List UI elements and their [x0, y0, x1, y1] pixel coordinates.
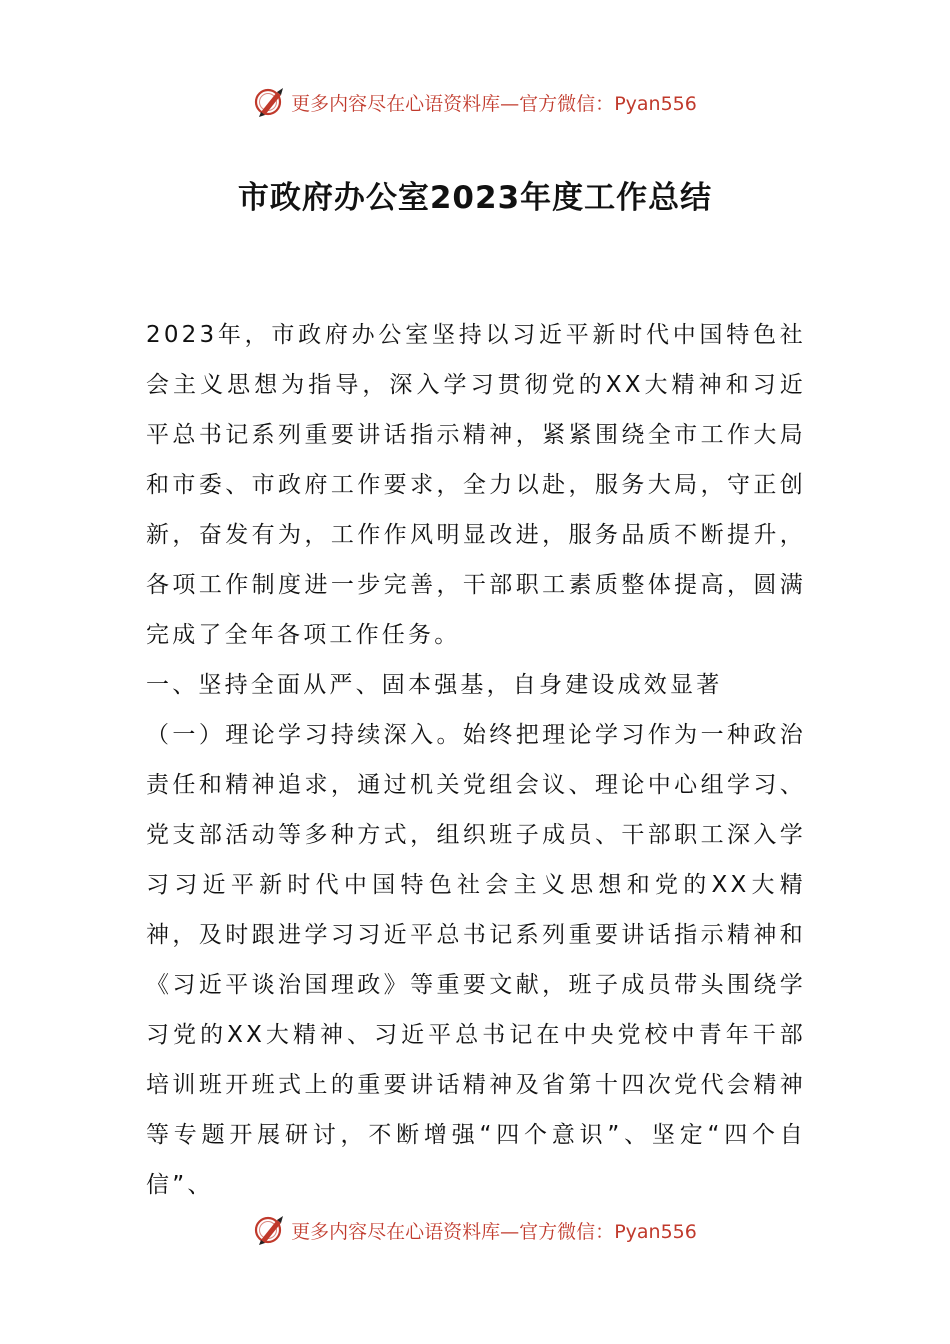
paragraph-intro: 2023年，市政府办公室坚持以习近平新时代中国特色社会主义思想为指导，深入学习贯彻党的XX大精神和习近平总书记系列重要讲话指示精神，紧紧围绕全市工作大局和市委、市政府工作要求，全力以赴，服务大局，守正创新，奋发有为，工作作风明显改进，服务品质不断提升，各项工作制度进一步完善，干部职工素质整体提高，圆满完成了全年各项工作任务。 — [146, 322, 806, 648]
footer-banner-text — [291, 1217, 697, 1244]
document-title: 市政府办公室2023年度工作总结 — [237, 180, 713, 216]
footer-wechat-id: Pyan556 — [614, 1220, 697, 1243]
footer-wechat-label: 官方微信： — [519, 1220, 615, 1243]
header-wechat-label: 官方微信： — [519, 92, 615, 115]
header-wechat-id: Pyan556 — [614, 92, 697, 115]
pen-logo-icon — [253, 85, 287, 119]
section-heading-1: 一、坚持全面从严、固本强基，自身建设成效显著 — [146, 672, 723, 698]
footer-brand-text: 更多内容尽在心语资料库 — [291, 1220, 501, 1243]
header-brand-text: 更多内容尽在心语资料库 — [291, 92, 501, 115]
footer-banner — [0, 1210, 950, 1250]
document-body — [146, 310, 806, 1210]
paragraph-theory-study: （一）理论学习持续深入。始终把理论学习作为一种政治责任和精神追求，通过机关党组会议、理论中心组学习、党支部活动等多种方式，组织班子成员、干部职工深入学习习近平新时代中国特色社会主义思想和党的XX大精神，及时跟进学习习近平总书记系列重要讲话指示精神和《习近平谈治国理政》等重要文献，班子成员带头围绕学习党的XX大精神、习近平总书记在中央党校中青年干部培训班开班式上的重要讲话精神及省第十四次党代会精神等专题开展研讨，不断增强“四个意识”、坚定“四个自信”、 — [146, 722, 806, 1198]
footer-separator: — — [500, 1220, 520, 1243]
pen-logo-icon — [253, 1213, 287, 1247]
header-banner — [0, 82, 950, 122]
header-separator: — — [500, 92, 520, 115]
header-banner-text — [291, 89, 697, 116]
